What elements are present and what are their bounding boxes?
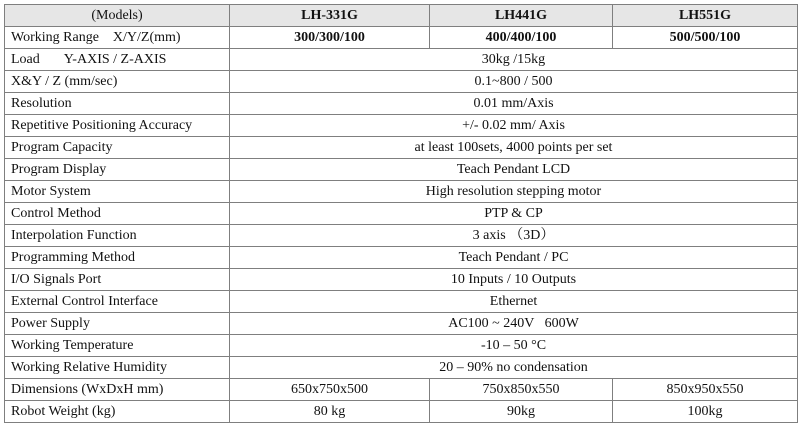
row-label: Working Relative Humidity [5,357,230,379]
row-value: 30kg /15kg [230,49,798,71]
row-value: PTP & CP [230,203,798,225]
row-label: Program Capacity [5,137,230,159]
row-value: at least 100sets, 4000 points per set [230,137,798,159]
row-value: High resolution stepping motor [230,181,798,203]
row-value: 3 axis （3D） [230,225,798,247]
row-value: 0.1~800 / 500 [230,71,798,93]
row-value: -10 – 50 °C [230,335,798,357]
table-row [5,49,798,71]
row-value: 90kg [430,401,613,423]
table-row [5,203,798,225]
row-label: Power Supply [5,313,230,335]
models-label: (Models) [5,5,230,27]
row-value: 650x750x500 [230,379,430,401]
table-row [5,335,798,357]
row-value: AC100 ~ 240V 600W [230,313,798,335]
row-value: Teach Pendant LCD [230,159,798,181]
table-row [5,269,798,291]
row-label: I/O Signals Port [5,269,230,291]
row-value: 750x850x550 [430,379,613,401]
row-label: Programming Method [5,247,230,269]
spec-sheet [4,4,797,423]
model-header-lh441g: LH441G [430,5,613,27]
table-row [5,159,798,181]
table-row [5,137,798,159]
row-label: Resolution [5,93,230,115]
table-row [5,401,798,423]
table-row [5,115,798,137]
model-header-lh331g: LH-331G [230,5,430,27]
spec-table [4,4,798,423]
row-value: 0.01 mm/Axis [230,93,798,115]
row-label: Interpolation Function [5,225,230,247]
row-value: 850x950x550 [613,379,798,401]
row-label: Program Display [5,159,230,181]
model-header-lh551g: LH551G [613,5,798,27]
row-value: 500/500/100 [613,27,798,49]
row-label: X&Y / Z (mm/sec) [5,71,230,93]
row-label: External Control Interface [5,291,230,313]
row-label: Repetitive Positioning Accuracy [5,115,230,137]
row-value: 80 kg [230,401,430,423]
table-row [5,225,798,247]
table-row [5,71,798,93]
table-row [5,181,798,203]
row-value: 10 Inputs / 10 Outputs [230,269,798,291]
row-label: Working Temperature [5,335,230,357]
table-row [5,247,798,269]
table-row [5,313,798,335]
table-row [5,379,798,401]
row-value: Ethernet [230,291,798,313]
row-value: 400/400/100 [430,27,613,49]
row-label: Load Y-AXIS / Z-AXIS [5,49,230,71]
row-label: Working Range X/Y/Z(mm) [5,27,230,49]
row-value: 100kg [613,401,798,423]
table-row [5,291,798,313]
row-label: Dimensions (WxDxH mm) [5,379,230,401]
row-label: Control Method [5,203,230,225]
row-value: 20 – 90% no condensation [230,357,798,379]
row-value: 300/300/100 [230,27,430,49]
table-row [5,357,798,379]
row-value: +/- 0.02 mm/ Axis [230,115,798,137]
row-value: Teach Pendant / PC [230,247,798,269]
row-label: Motor System [5,181,230,203]
table-row [5,27,798,49]
table-row [5,93,798,115]
table-header-row [5,5,798,27]
row-label: Robot Weight (kg) [5,401,230,423]
